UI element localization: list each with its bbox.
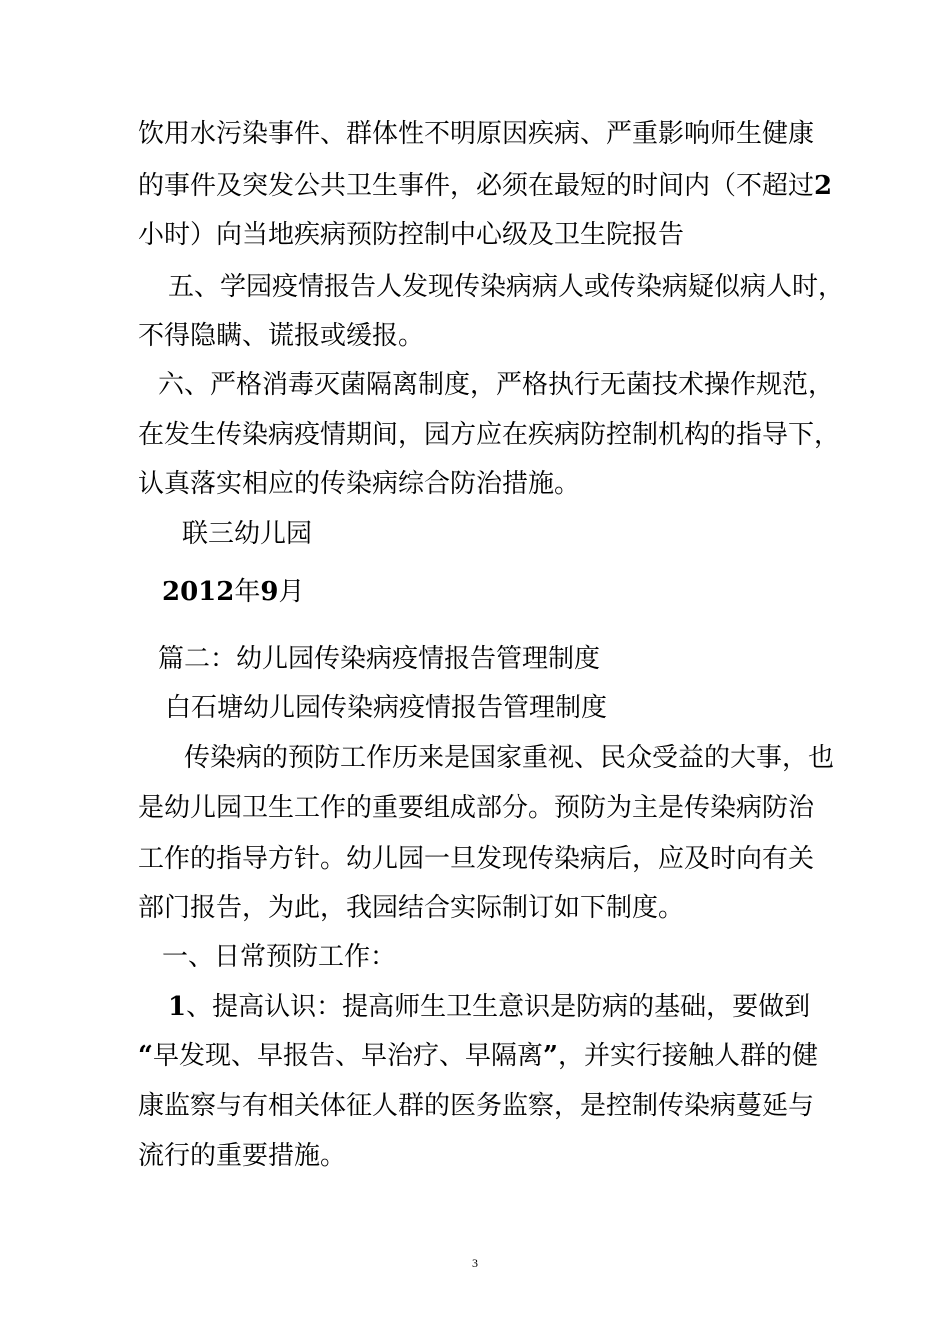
body-line-3: 小时）向当地疾病预防控制中心级及卫生院报告 xyxy=(138,220,685,250)
body-line-4: 五、学园疫情报告人发现传染病病人或传染病疑似病人时， xyxy=(168,272,845,302)
body-line-14: 是幼儿园卫生工作的重要组成部分。预防为主是传染病防治 xyxy=(138,793,815,823)
body-line-21: 流行的重要措施。 xyxy=(138,1141,347,1171)
body-line-18: 1、提高认识：提高师生卫生意识是防病的基础，要做到 xyxy=(168,992,811,1022)
body-line-1: 饮用水污染事件、群体性不明原因疾病、严重影响师生健康 xyxy=(138,119,815,149)
body-line-2: 的事件及突发公共卫生事件，必须在最短的时间内（不超过2 xyxy=(138,171,833,201)
body-line-7: 在发生传染病疫情期间，园方应在疾病防控制机构的指导下， xyxy=(138,420,841,450)
body-line-15: 工作的指导方针。幼儿园一旦发现传染病后，应及时向有关 xyxy=(138,844,815,874)
page-number: 3 xyxy=(472,1256,478,1270)
body-line-13: 传染病的预防工作历来是国家重视、民众受益的大事，也 xyxy=(184,743,835,773)
subsection-heading: 一、日常预防工作： xyxy=(162,942,397,972)
body-line-20: 康监察与有相关体征人群的医务监察，是控制传染病蔓延与 xyxy=(138,1091,815,1121)
signature-date: 2012年9月 xyxy=(162,577,305,607)
signature-org: 联三幼儿园 xyxy=(182,519,313,549)
body-line-8: 认真落实相应的传染病综合防治措施。 xyxy=(138,469,581,499)
section-heading: 篇二：幼儿园传染病疫情报告管理制度 xyxy=(158,644,601,674)
body-line-16: 部门报告，为此，我园结合实际制订如下制度。 xyxy=(138,893,685,923)
body-line-19: “早发现、早报告、早治疗、早隔离”，并实行接触人群的健 xyxy=(138,1041,818,1071)
document-title: 白石塘幼儿园传染病疫情报告管理制度 xyxy=(165,693,608,723)
body-line-6: 六、严格消毒灭菌隔离制度，严格执行无菌技术操作规范， xyxy=(158,370,835,400)
body-line-5: 不得隐瞒、谎报或缓报。 xyxy=(138,321,425,351)
